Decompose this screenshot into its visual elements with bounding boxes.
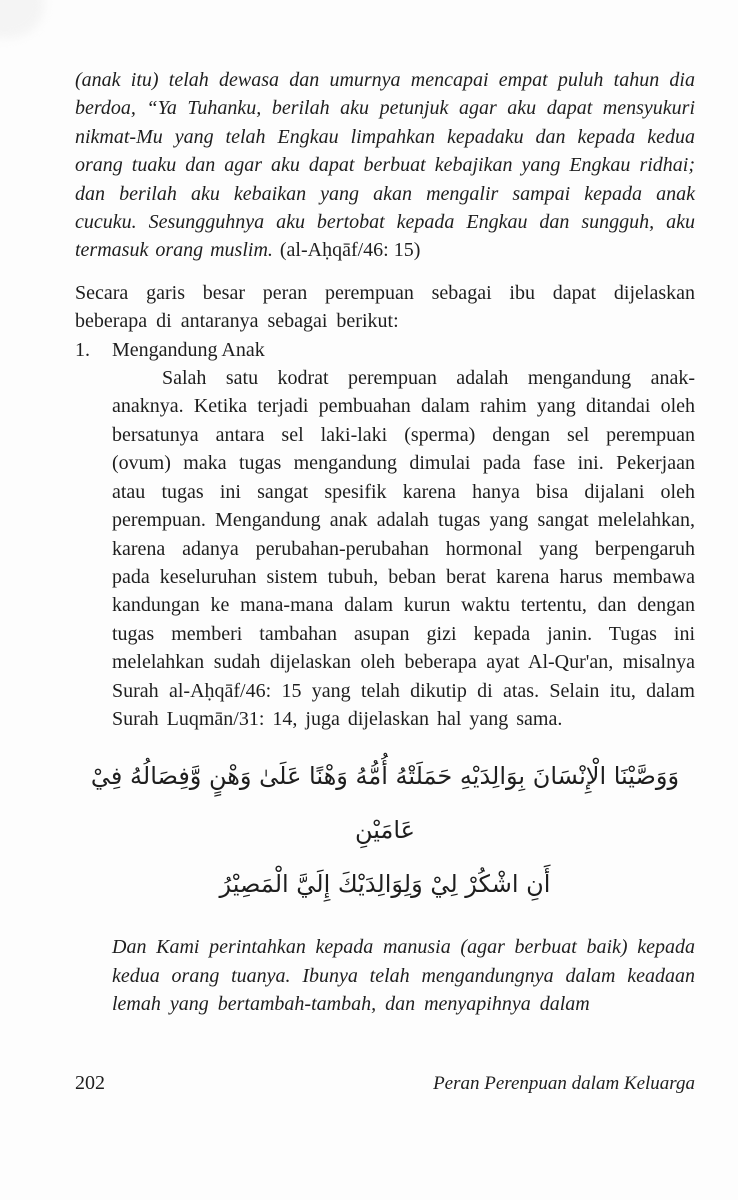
arabic-verse-line-1: وَوَصَّيْنَا الْإِنْسَانَ بِوَالِدَيْهِ حَمَلَتْهُ أُمُّهُ وَهْنًا عَلَىٰ وَهْنٍ وَّفِصَالُهُ فِيْ عَامَيْنِ bbox=[90, 762, 680, 845]
page-number: 202 bbox=[75, 1072, 105, 1094]
paragraph-intro: Secara garis besar peran perempuan sebagai ibu dapat dijelaskan beberapa di antaranya sebagai berikut: bbox=[75, 281, 695, 333]
list-item-1 bbox=[75, 336, 695, 364]
running-title: Peran Perenpuan dalam Keluarga bbox=[433, 1073, 695, 1094]
quran-translation-luqman: Dan Kami perintahkan kepada manusia (agar berbuat baik) kepada kedua orang tuanya. Ibunya telah mengandungnya dalam keadaan lemah yang bertambah-tambah, dan menyapihnya dalam bbox=[112, 936, 695, 1016]
page-footer bbox=[75, 1072, 695, 1095]
scan-corner-artifact bbox=[0, 0, 44, 38]
arabic-verse-line-2: أَنِ اشْكُرْ لِيْ وَلِوَالِدَيْكَ إِلَيَّ الْمَصِيْرُ bbox=[219, 870, 551, 899]
quran-translation-ahqaf-text: (anak itu) telah dewasa dan umurnya mencapai empat puluh tahun dia berdoa, “Ya Tuhanku, berilah aku petunjuk agar aku dapat mensyukuri nikmat-Mu yang telah Engkau limpahkan kepadaku dan kepada kedua orang tuaku dan agar aku dapat berbuat kebajikan yang Engkau ridhai; dan berilah aku kebaikan yang akan mengalir sampai kepada anak cucuku. Sesungguhnya aku bertobat kepada Engkau dan sungguh, aku termasuk orang muslim. bbox=[75, 69, 695, 262]
list-item-1-title: Mengandung Anak bbox=[112, 338, 265, 361]
quran-translation-ahqaf bbox=[75, 66, 695, 265]
verse-reference-ahqaf: (al-Aḥqāf/46: 15) bbox=[279, 239, 421, 262]
arabic-verse-luqman bbox=[75, 749, 695, 911]
list-item-1-number: 1. bbox=[75, 338, 90, 361]
text-block bbox=[75, 66, 695, 1019]
paragraph-mengandung-anak: Salah satu kodrat perempuan adalah mengandung anak-anaknya. Ketika terjadi pembuahan dalam rahim yang ditandai oleh bersatunya antara sel laki-laki (sperma) dengan sel perempuan (ovum) maka tugas mengandung dimulai pada fase ini. Pekerjaan atau tugas ini sangat spesifik karena hanya bisa dijalani oleh perempuan. Mengandung anak adalah tugas yang sangat melelahkan, karena adanya perubahan-perubahan hormonal yang berpengaruh pada keseluruhan sistem tubuh, beban berat karena harus membawa kandungan ke mana-mana dalam kurun waktu tertentu, dan dengan tugas memberi tambahan asupan gizi kepada janin. Tugas ini melelahkan sudah dijelaskan oleh beberapa ayat Al-Qur'an, misalnya Surah al-Aḥqāf/46: 15 yang telah dikutip di atas. Selain itu, dalam Surah Luqmān/31: 14, juga dijelaskan hal yang sama. bbox=[112, 367, 695, 730]
